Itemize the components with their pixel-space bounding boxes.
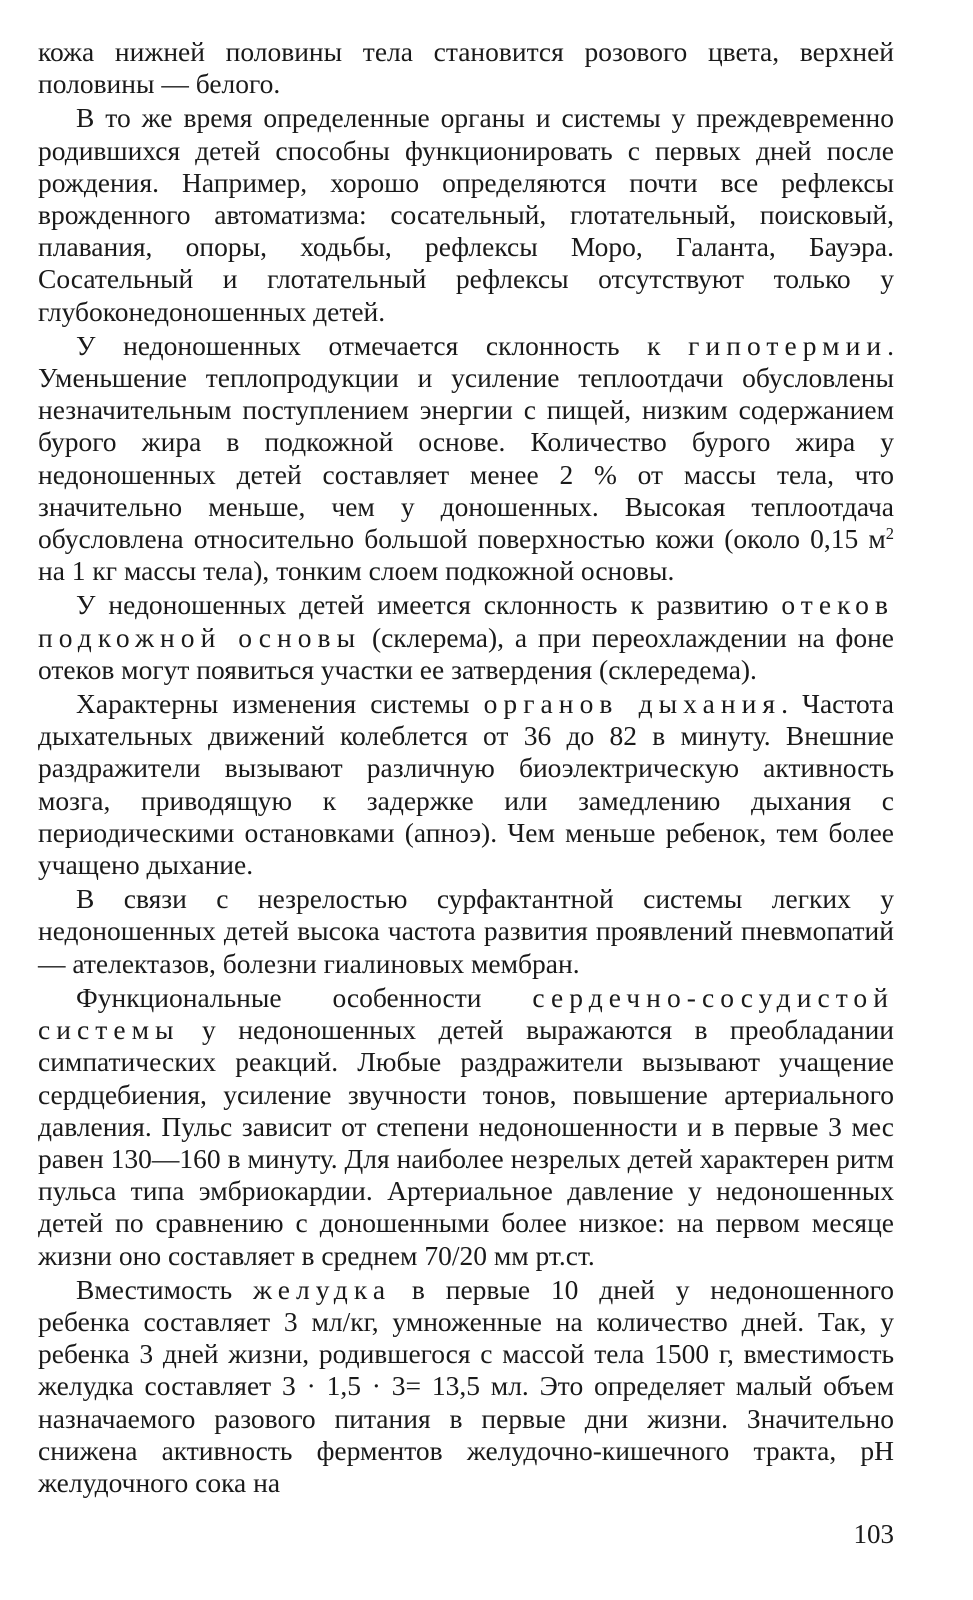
paragraph: [38, 982, 894, 1272]
page-number: 103: [853, 1519, 894, 1549]
text-run: на 1 кг массы тела), тонким слоем подкожной основы.: [38, 555, 675, 587]
text-run: У недоношенных отмечается склонность к: [76, 329, 689, 361]
text-run: (склерема), а при переохлаждении на фоне отеков могут появиться участки ее затвердения (склередема).: [38, 621, 894, 685]
text-run: кожа нижней половины тела становится розового цвета, верхней половины — белого.: [38, 36, 894, 100]
emphasized-term: органов дыхания: [483, 688, 782, 720]
page-body: [38, 36, 894, 1499]
text-run: Вместимость: [76, 1273, 254, 1305]
emphasized-term: гипотермии: [688, 329, 888, 361]
paragraph: [38, 330, 894, 588]
text-run: Характерны изменения системы: [76, 688, 484, 720]
text-run: У недоношенных детей имеется склонность к развитию: [76, 589, 782, 621]
text-run: В то же время определенные органы и системы у преждевременно родившихся детей способны функционировать с первых дней после рождения. Например, хорошо определяются почти все рефлексы врожденного автоматизма: сосательный, глотательный, поисковый, плавания, опоры, ходьбы, рефлексы Моро, Галанта, Бауэра. Сосательный и глотательный рефлексы отсутствуют только у глубоконедоношенных детей.: [38, 102, 894, 327]
text-column: [38, 36, 894, 1499]
text-run: в первые 10 дней у недоношенного ребенка составляет 3 мл/кг, умноженные на количество дней. Так, у ребенка 3 дней жизни, родившегося с массой тела 1500 г, вместимость желудка составляет 3 · 1,5 · 3= 13,5 мл. Это определяет малый объем назначаемого разового питания в первые дни жизни. Значительно снижена активность ферментов желудочно-кишечного тракта, pH желудочного сока на: [38, 1273, 894, 1498]
superscript: 2: [885, 523, 894, 543]
emphasized-term: отеков подкожной основы: [38, 589, 894, 653]
paragraph-continued: [38, 36, 894, 100]
emphasized-term: сердечно-сосудистой системы: [38, 981, 894, 1046]
text-run: у недоношенных детей выражаются в преобладании симпатических реакций. Любые раздражители вызывают учащение сердцебиения, усиление звучности тонов, повышение артериального давления. Пульс зависит от степени недоношенности и в первые 3 мес равен 130—160 в минуту. Для наиболее незрелых детей характерен ритм пульса типа эмбриокардии. Артериальное давление у недоношенных детей по сравнению с доношенными более низкое: на первом месяце жизни оно составляет в среднем 70/20 мм рт.ст.: [38, 1014, 894, 1271]
paragraph: [38, 688, 894, 881]
emphasized-term: желудка: [253, 1273, 392, 1305]
text-run: . Уменьшение теплопродукции и усиление теплоотдачи обусловлены незначительным поступлением энергии с пищей, низким содержанием бурого жира в подкожной основе. Количество бурого жира у недоношенных детей составляет менее 2 % от массы тела, что значительно меньше, чем у доношенных. Высокая теплоотдача обусловлена относительно большой поверхностью кожи (около 0,15 м: [38, 329, 894, 555]
text-run: В связи с незрелостью сурфактантной системы легких у недоношенных детей высока частота развития проявлений пневмопатий — ателектазов, болезни гиалиновых мембран.: [38, 883, 894, 979]
paragraph: [38, 589, 894, 686]
text-run: . Частота дыхательных движений колеблется от 36 до 82 в минуту. Внешние раздражители вызывают различную биоэлектрическую активность мозга, приводящую к задержке или замедлению дыхания с периодическими остановками (апноэ). Чем меньше ребенок, тем более учащено дыхание.: [38, 688, 894, 881]
paragraph: [38, 883, 894, 980]
paragraph: [38, 1274, 894, 1499]
paragraph: [38, 102, 894, 327]
text-run: Функциональные особенности: [76, 981, 533, 1013]
